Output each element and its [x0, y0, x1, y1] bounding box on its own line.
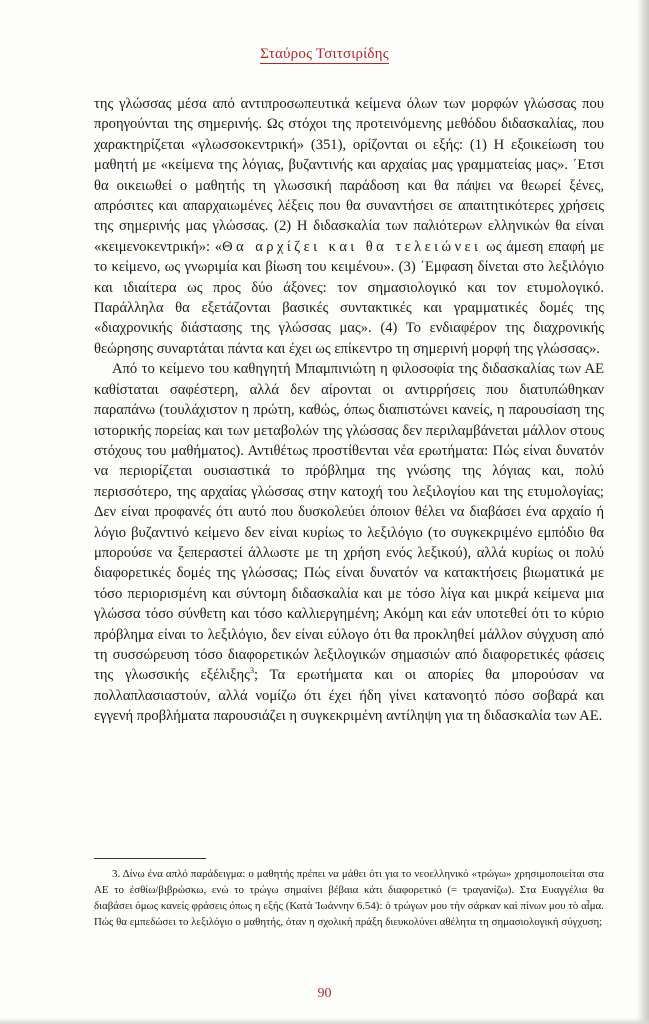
footnote-rule: [94, 858, 206, 859]
body-text: [94, 94, 604, 727]
footnote-3: 3. Δίνω ένα απλό παράδειγμα: ο μαθητής πρέπει να μάθει ότι για το νεοελληνικό «τρώγω» χρησιμοποιείται στα ΑΕ το ἐσθίω/βιβρώσκω, ενώ το τρώγω σημαίνει βέβαια κάτι διαφορετικό (= τραγανίζω). Στα Ευαγγέλια θα διαβάσει όμως κανείς φράσεις όπως η εξής (Κατὰ Ἰωάννην 6.54): ὁ τρώγων μου τὴν σάρκαν καὶ πίνων μου τὸ αἷμα. Πώς θα εμπεδώσει το λεξιλόγιο ο μαθητής, όταν η σχολική πράξη διευκολύνει αθέλητα τη σημασιολογική σύγχυση;: [94, 868, 604, 928]
paragraph-1-part-a: της γλώσσας μέσα από αντιπροσωπευτικά κείμενα όλων των μορφών γλώσσας που προηγούνται της σημερινής. Ως στόχοι της προτεινόμενης μεθόδου διδασκαλίας, που χαρακτηρίζεται «γλωσσοκεντρική» (351), ορίζονται οι εξής: (1) Η εξοικείωση του μαθητή με «κείμενα της λόγιας, βυζαντινής και αρχαίας μας γραμματείας μας». ΄Ετσι θα οικειωθεί ο μαθητής τη γλωσσική παράδοση και θα πάψει να θεωρεί ξένες, απρόσιτες και απαρχαιωμένες λέξεις που θα συναντήσει σε απαιτητικότερες χρήσεις της σημερινής μας γλώσσας. (2) Η διδασκαλία των παλιότερων ελληνικών θα είναι «κειμενοκεντρική»: «: [94, 96, 604, 255]
running-head: [0, 46, 649, 63]
page-edge-shadow: [637, 0, 649, 1024]
page-number: 90: [317, 986, 332, 1001]
paragraph-2: [94, 359, 604, 726]
paragraph-2-part-a: Από το κείμενο του καθηγητή Μπαμπινιώτη η φιλοσοφία της διδασκαλίας των ΑΕ καθίσταται σαφέστερη, αλλά δεν αίρονται οι αντιρρήσεις που διατυπώθηκαν παραπάνω (τουλάχιστον η πρώτη, καθώς, όπως διαπιστώνει κανείς, η παρουσίαση της ιστορικής πορείας και των μεταβολών της γλώσσας δεν περιλαμβάνεται μάλλον στους στόχους του μαθήματος). Αντιθέτως προστίθενται νέα ερωτήματα: Πώς είναι δυνατόν να περιορίζεται ουσιαστικά το πρόβλημα της γνώσης της λόγιας και, πολύ περισσότερο, της αρχαίας γλώσσας στην κατοχή του λεξιλογίου και της ετυμολογίας; Δεν είναι προφανές ότι αυτό που δυσκολεύει όποιον θέλει να διαβάσει ένα αρχαίο ή λόγιο βυζαντινό κείμενο δεν είναι κυρίως το λεξιλόγιο (το συγκεκριμένο εμπόδιο θα μπορούσε να ξεπεραστεί άλλωστε με τη χρήση ενός λεξικού), αλλά κυρίως οι πολύ διαφορετικές δομές της γλώσσας; Πώς είναι δυνατόν να κατακτήσεις βιωματικά με τόσο περιορισμένη και σύντομη διδασκαλία και με τόσο λίγα και μικρά κείμενα μια γλώσσα τόσο σύνθετη και τόσο καλλιεργημένη; Ακόμη και εάν υποτεθεί ότι το κύριο πρόβλημα είναι το λεξιλόγιο, δεν είναι εύλογο ότι θα προκληθεί μάλλον σύγχυση από τη συσσώρευση τόσο διαφορετικών λεξιλογικών σημασιών από διαφορετικές φάσεις της γλωσσικής εξέλιξης: [94, 361, 604, 684]
footnote: [94, 866, 604, 930]
paragraph-2-part-b: ; Τα ερωτήματα και οι απορίες θα μπορούσαν να πολλαπλασιαστούν, αλλά νομίζω ότι έχει ήδη γίνει κατανοητό πόσο σοβαρά και εγγενή προβλήματα παρουσιάζει η συγκεκριμένη αντίληψη για τη διδασκαλία των ΑΕ.: [94, 667, 604, 725]
paragraph-1-part-b: ως άμεση επαφή με το κείμενο, ως γνωριμία και βίωση του κειμένου». (3) ΄Εμφαση δίνεται στο λεξιλόγιο και ιδιαίτερα ως προς δύο άξονες: τον σημασιολογικό και τον ετυμολογικό. Παράλληλα θα εξετάζονται βασικές συντακτικές και γραμματικές δομές της «διαχρονικής διάστασης της γλώσσας μας». (4) Το ενδιαφέρον της διαχρονικής θεώρησης συναρτάται πάντα και έχει ως επίκεντρο τη σημερινή μορφή της γλώσσας».: [94, 238, 605, 357]
page-bottom-shadow: [0, 1018, 649, 1024]
running-head-author: Σταύρος Τσιτσιρίδης: [260, 46, 389, 62]
footnote-marker: 3: [249, 666, 254, 676]
paragraph-1-spaced-quote: Θα αρχίζει και θα τελειώνει: [222, 238, 482, 255]
paragraph-1: [94, 94, 604, 359]
